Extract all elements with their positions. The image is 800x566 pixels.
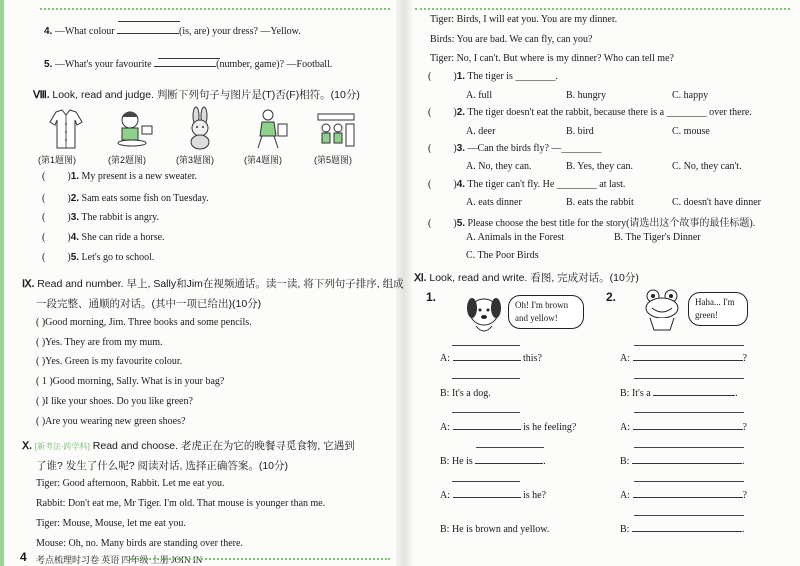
mc3-option-c[interactable]: C. No, they can't. (672, 161, 742, 172)
new-method-tag: [新考法·跨学科] (34, 442, 90, 451)
rabbit-picture (178, 106, 222, 150)
order-item-3: ( )Yes. Green is my favourite colour. (36, 356, 183, 367)
judge-item-3: ( )3. The rabbit is angry. (42, 212, 160, 223)
dialogue1-line-1: A: this? (440, 353, 542, 364)
write-line[interactable] (452, 412, 520, 413)
mc4-option-a[interactable]: A. eats dinner (466, 197, 522, 208)
dialogue1-line-6: B: He is brown and yellow. (440, 524, 550, 535)
footer-text: 考点梳理时习卷 英语 四年级 上册 JOIN IN (36, 555, 203, 565)
mc4-option-b[interactable]: B. eats the rabbit (566, 197, 634, 208)
dialogue2-line-6: B: . (620, 524, 745, 535)
section-11-heading: Ⅺ. Look, read and write. 看图, 完成对话。(10分) (414, 272, 639, 284)
section-10-heading: Ⅹ. [新考法·跨学科] Read and choose. 老虎正在为它的晚餐寻觅食物, 它遇到 (22, 440, 355, 452)
picture-caption-4: (第4题图) (244, 155, 282, 165)
dialogue1-line-2: B: It's a dog. (440, 388, 491, 399)
page-number: 4 (20, 550, 27, 564)
write-line[interactable] (452, 481, 520, 482)
picture-1-number: 1. (426, 290, 437, 304)
dialogue1-line-5: A: is he? (440, 490, 547, 501)
write-line[interactable] (476, 447, 544, 448)
picture-caption-5: (第5题图) (314, 155, 352, 165)
mc4-option-c[interactable]: C. doesn't have dinner (672, 197, 762, 208)
mc3-option-a[interactable]: A. No, they can. (466, 161, 532, 172)
mc-question-2: ( )2. The tiger doesn't eat the rabbit, because there is a ________ over there. (428, 107, 752, 118)
section-9-heading-line2: 一段完整、通顺的对话。(其中一项已给出)(10分) (36, 298, 262, 310)
write-line[interactable] (634, 447, 744, 448)
story-line-5: Tiger: Birds, I will eat you. You are my dinner. (430, 14, 618, 25)
write-line[interactable] (634, 345, 744, 346)
story-line-4: Mouse: Oh, no. Many birds are standing over there. (36, 538, 243, 549)
mc5-option-a[interactable]: A. Animals in the Forest (466, 232, 565, 243)
answer-blank[interactable] (475, 463, 543, 464)
judge-item-4: ( )4. She can ride a horse. (42, 232, 165, 243)
mc-question-5: ( )5. Please choose the best title for the story(请选出这个故事的最佳标题). (428, 218, 756, 229)
answer-blank[interactable] (653, 395, 735, 396)
order-item-4: ( 1 )Good morning, Sally. What is in your bag? (36, 376, 225, 387)
mc-question-4: ( )4. The tiger can't fly. He ________ at last. (428, 179, 626, 190)
write-line[interactable] (452, 378, 520, 379)
answer-blank[interactable] (453, 429, 521, 430)
write-line[interactable] (634, 481, 744, 482)
order-item-5: ( )I like your shoes. Do you like green? (36, 396, 193, 407)
top-border-left (40, 0, 390, 10)
judge-item-1: ( )1. My present is a new sweater. (42, 171, 198, 182)
girl-horse-picture (246, 106, 290, 150)
answer-blank[interactable] (633, 497, 743, 498)
judge-item-2: ( )2. Sam eats some fish on Tuesday. (42, 193, 209, 204)
frog-picture (640, 286, 684, 334)
top-border-right (415, 0, 790, 10)
dialogue2-line-4: B: . (620, 456, 745, 467)
write-line[interactable] (634, 378, 744, 379)
mc1-option-c[interactable]: C. happy (672, 90, 709, 101)
dialogue2-line-3: A: ? (620, 422, 747, 433)
story-line-7: Tiger: No, I can't. But where is my dinner? Who can tell me? (430, 53, 674, 64)
dialogue1-line-3: A: is he feeling? (440, 422, 577, 433)
section-10-heading-line2: 了谁? 发生了什么呢? 阅读对话, 选择正确答案。(10分) (36, 460, 289, 472)
mc-question-3: ( )3. —Can the birds fly? —________ (428, 143, 602, 154)
judge-item-5: ( )5. Let's go to school. (42, 252, 155, 263)
question-4: 4. —What colour (is, are) your dress? —Yellow. (44, 26, 301, 37)
mc2-option-b[interactable]: B. bird (566, 126, 594, 137)
story-line-3: Tiger: Mouse, Mouse, let me eat you. (36, 518, 186, 529)
answer-blank[interactable] (632, 531, 742, 532)
speech-bubble-1: Oh! I'm brown and yellow! (508, 295, 584, 329)
mc5-option-c[interactable]: C. The Poor Birds (466, 250, 539, 261)
sweater-picture (44, 106, 88, 150)
answer-blank-q4[interactable] (117, 33, 179, 34)
speech-bubble-2: Haha... I'm green! (688, 292, 748, 326)
dialogue1-line-4: B: He is . (440, 456, 546, 467)
answer-blank[interactable] (453, 360, 521, 361)
write-line[interactable] (634, 515, 744, 516)
dialogue2-line-1: A: ? (620, 353, 747, 364)
school-picture (314, 106, 358, 150)
section-9-heading: Ⅸ. Read and number. 早上, Sally和Jim在视频通话。读一读, 将下列句子排序, 组成 (22, 278, 404, 290)
order-item-2: ( )Yes. They are from my mum. (36, 337, 163, 348)
dialogue2-line-2: B: It's a . (620, 388, 738, 399)
bottom-border (130, 550, 390, 560)
answer-blank-q4-top (118, 14, 180, 25)
answer-blank[interactable] (453, 497, 521, 498)
order-item-1: ( )Good morning, Jim. Three books and some pencils. (36, 317, 252, 328)
dialogue2-line-5: A: ? (620, 490, 747, 501)
picture-caption-3: (第3题图) (176, 155, 214, 165)
mc3-option-b[interactable]: B. Yes, they can. (566, 161, 633, 172)
order-item-6: ( )Are you wearing new green shoes? (36, 416, 186, 427)
dog-picture (462, 290, 506, 338)
write-line[interactable] (634, 412, 744, 413)
mc1-option-b[interactable]: B. hungry (566, 90, 606, 101)
picture-2-number: 2. (606, 290, 617, 304)
boy-eating-picture (110, 106, 154, 150)
page-edge (0, 0, 4, 566)
mc-question-1: ( )1. The tiger is ________. (428, 71, 558, 82)
answer-blank[interactable] (632, 463, 742, 464)
mc1-option-a[interactable]: A. full (466, 90, 493, 101)
story-line-1: Tiger: Good afternoon, Rabbit. Let me eat you. (36, 478, 225, 489)
picture-caption-1: (第1题图) (38, 155, 76, 165)
question-5: 5. —What's your favourite (number, game)? —Football. (44, 59, 333, 70)
mc2-option-a[interactable]: A. deer (466, 126, 496, 137)
story-line-6: Birds: You are bad. We can fly, can you? (430, 34, 593, 45)
answer-blank[interactable] (633, 360, 743, 361)
mc2-option-c[interactable]: C. mouse (672, 126, 710, 137)
section-8-heading: Ⅷ. Look, read and judge. 判断下列句子与图片是(T)否(F)相符。(10分) (33, 89, 360, 101)
answer-blank-q5[interactable] (154, 66, 216, 67)
mc5-option-b[interactable]: B. The Tiger's Dinner (614, 232, 701, 243)
picture-caption-2: (第2题图) (108, 155, 146, 165)
story-line-2: Rabbit: Don't eat me, Mr Tiger. I'm old. That mouse is younger than me. (36, 498, 326, 509)
answer-blank[interactable] (633, 429, 743, 430)
write-line[interactable] (452, 345, 520, 346)
